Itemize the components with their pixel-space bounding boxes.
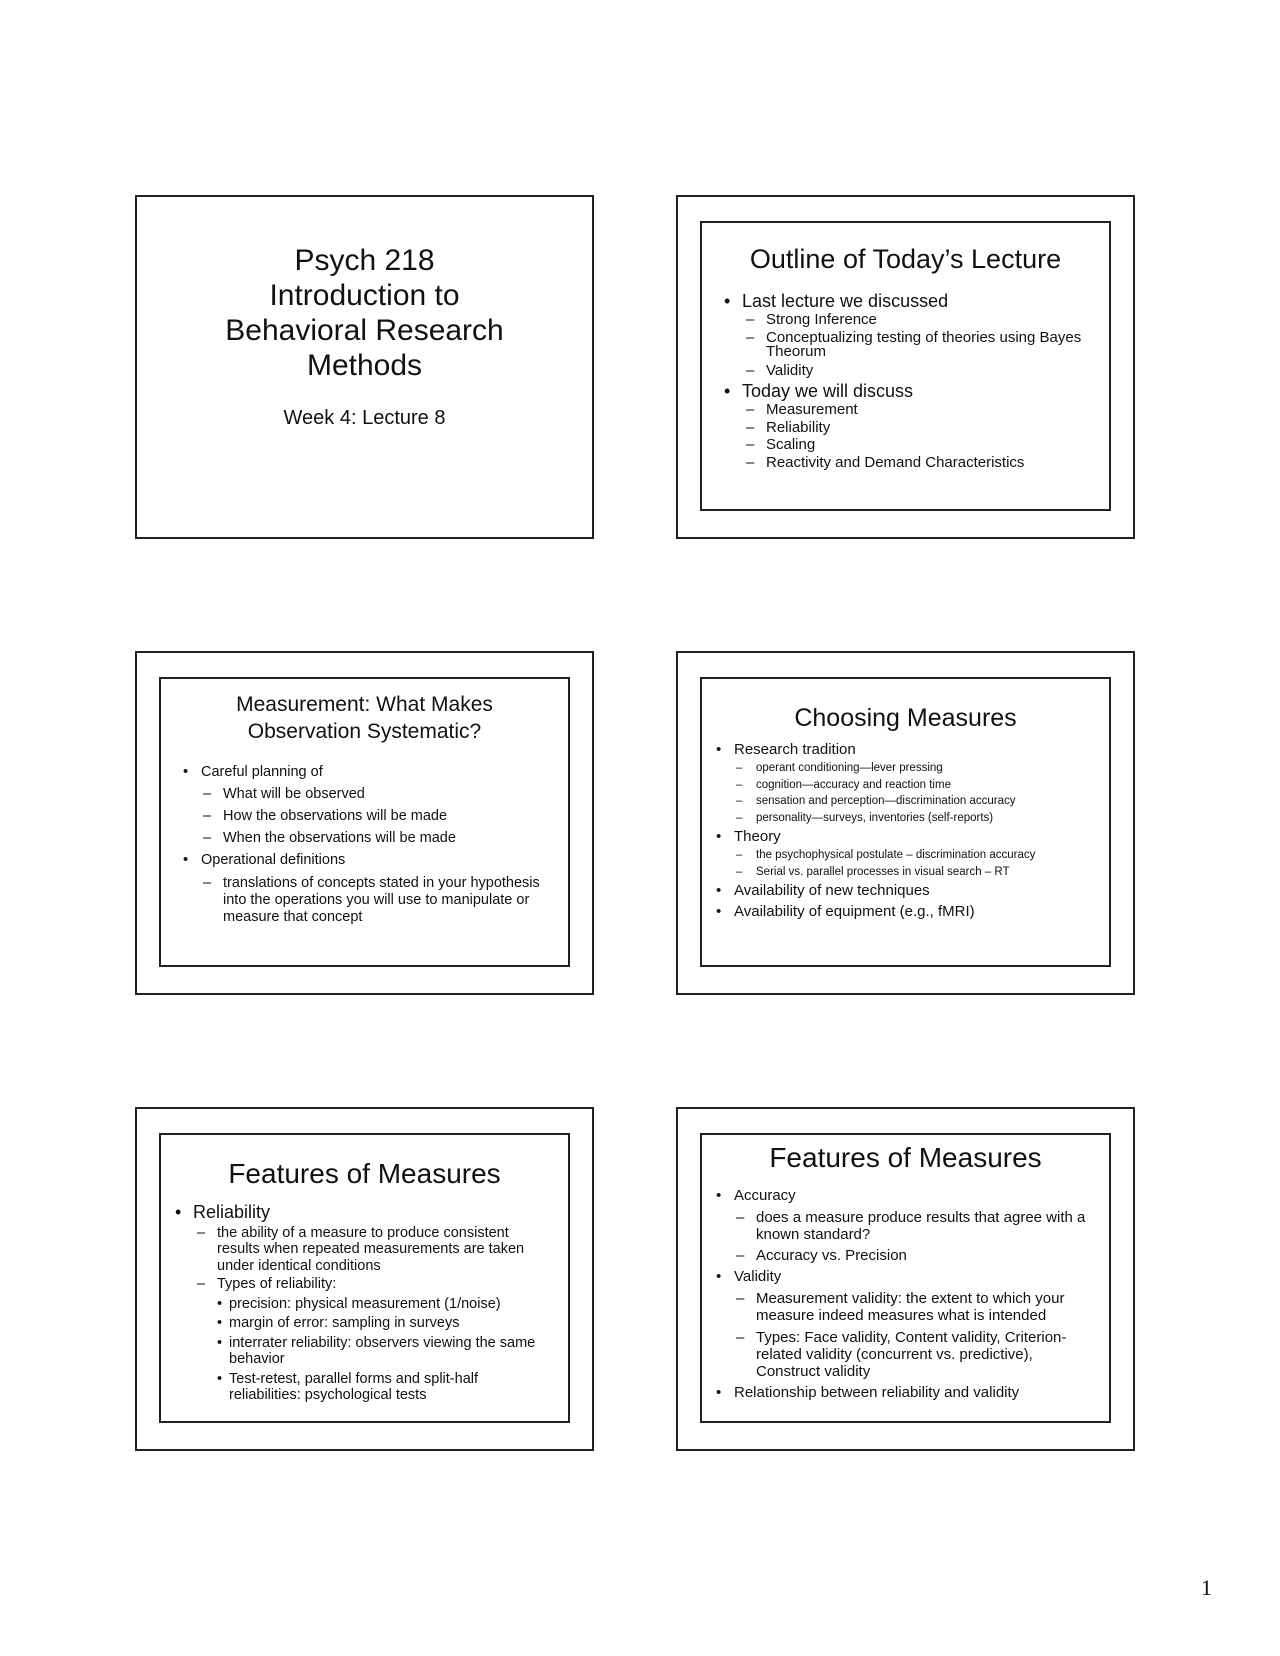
slide-5	[135, 1107, 594, 1451]
bullet: • Research tradition	[714, 739, 1095, 760]
sub-bullet: – operant conditioning—lever pressing	[734, 760, 1095, 777]
sub-bullet: – Reliability	[744, 419, 1089, 437]
slide-3-title: Measurement: What Makes Observation Systematic?	[236, 693, 493, 743]
sub-bullet: – What will be observed	[201, 783, 550, 805]
slide-1-subtitle: Week 4: Lecture 8	[283, 407, 446, 429]
slide-2	[676, 195, 1135, 539]
sub-bullet: – Accuracy vs. Precision	[734, 1247, 1093, 1264]
sub-bullet: – Validity	[744, 362, 1089, 379]
slide-3	[135, 651, 594, 995]
slide-2-frame	[700, 221, 1111, 511]
sub-bullet: – Types: Face validity, Content validity, Criterion-related validity (concurrent vs. predictive), Construct validity	[734, 1329, 1093, 1380]
sub-bullet: – How the observations will be made	[201, 805, 550, 827]
slide-4	[676, 651, 1135, 995]
bullet: • Availability of equipment (e.g., fMRI)	[714, 901, 1095, 922]
sub-bullet: – sensation and perception—discrimination accuracy	[734, 793, 1095, 810]
sub-bullet: – Reactivity and Demand Characteristics	[744, 454, 1089, 472]
bullet: • Relationship between reliability and validity	[714, 1382, 1093, 1403]
sub-bullet: – personality—surveys, inventories (self-reports)	[734, 810, 1095, 827]
sub-bullet: – translations of concepts stated in your hypothesis into the operations you will use to manipulate or measure that concept	[201, 875, 550, 926]
slide-1-title: Psych 218 Introduction to Behavioral Research Methods	[225, 244, 504, 382]
slide-6	[676, 1107, 1135, 1451]
sub-bullet: – cognition—accuracy and reaction time	[734, 777, 1095, 794]
sub-bullet: – Measurement validity: the extent to which your measure indeed measures what is intended	[734, 1290, 1093, 1324]
sub-bullet: – Scaling	[744, 436, 1089, 454]
sub-bullet: – Serial vs. parallel processes in visual search – RT	[734, 864, 1095, 881]
slide-4-title: Choosing Measures	[794, 704, 1017, 732]
bullet: • Operational definitions	[181, 849, 550, 871]
sub-bullet: – Types of reliability:	[195, 1276, 550, 1293]
sub-bullet: – Conceptualizing testing of theories using Bayes Theorum	[744, 331, 1089, 359]
sub-bullet: – does a measure produce results that agree with a known standard?	[734, 1209, 1093, 1243]
slide-5-frame	[159, 1133, 570, 1423]
slide-4-frame	[700, 677, 1111, 967]
sub-bullet: – the psychophysical postulate – discrimination accuracy	[734, 847, 1095, 864]
bullet: • Reliability	[173, 1201, 550, 1223]
sub-sub-bullet: • Test-retest, parallel forms and split-half reliabilities: psychological tests	[217, 1371, 550, 1404]
bullet: • Theory	[714, 826, 1095, 847]
sub-sub-bullet: • precision: physical measurement (1/noise)	[217, 1296, 550, 1313]
slide-3-frame	[159, 677, 570, 967]
bullet: • Careful planning of	[181, 761, 550, 783]
bullet: • Availability of new techniques	[714, 880, 1095, 901]
bullet: • Today we will discuss	[722, 381, 1089, 401]
slide-5-title: Features of Measures	[228, 1158, 501, 1189]
sub-bullet: – the ability of a measure to produce consistent results when repeated measurements are taken under identical conditions	[195, 1225, 550, 1275]
bullet: • Last lecture we discussed	[722, 291, 1089, 311]
sub-sub-bullet: • margin of error: sampling in surveys	[217, 1315, 550, 1332]
sub-bullet: – Strong Inference	[744, 311, 1089, 328]
sub-sub-bullet: • interrater reliability: observers viewing the same behavior	[217, 1335, 550, 1368]
slide-6-title: Features of Measures	[769, 1142, 1042, 1173]
bullet: • Validity	[714, 1266, 1093, 1287]
bullet: • Accuracy	[714, 1185, 1093, 1206]
sub-bullet: – Measurement	[744, 401, 1089, 419]
sub-bullet: – When the observations will be made	[201, 827, 550, 849]
page-number: 1	[1201, 1575, 1212, 1600]
slide-2-title: Outline of Today’s Lecture	[749, 244, 1062, 274]
slide-6-frame	[700, 1133, 1111, 1423]
slide-1	[135, 195, 594, 539]
